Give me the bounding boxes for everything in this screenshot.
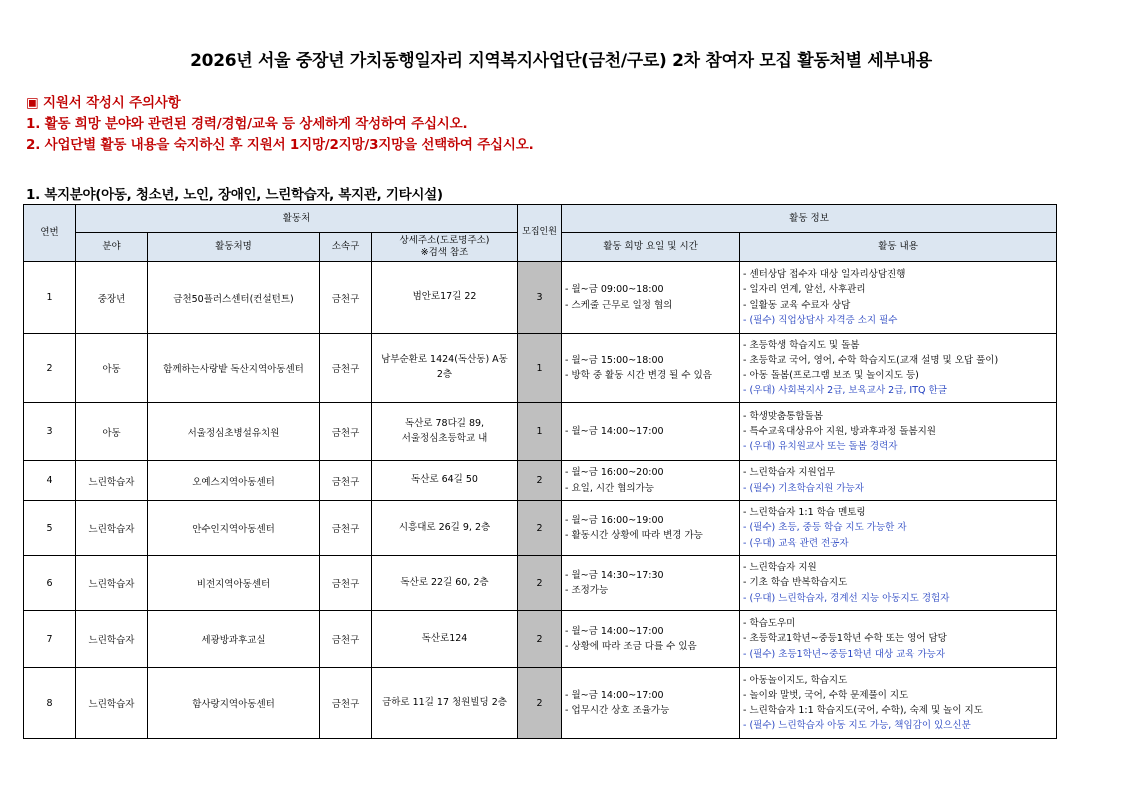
cell-district: 금천구 — [320, 501, 372, 556]
address-line: 시흥대로 26길 9, 2층 — [398, 521, 491, 533]
header-address-line2: ※검색 참조 — [420, 247, 469, 258]
cell-content — [740, 461, 1057, 501]
hours-line: - 방학 중 활동 시간 변경 될 수 있음 — [565, 370, 712, 381]
cell-content — [740, 611, 1057, 668]
cell-hours — [562, 611, 740, 668]
cell-field: 중장년 — [76, 262, 148, 334]
cell-district: 금천구 — [320, 334, 372, 403]
table-row — [24, 461, 1057, 501]
hours-line: - 월~금 15:00~18:00 — [565, 354, 664, 366]
cell-hours — [562, 668, 740, 739]
header-address — [372, 233, 518, 262]
hours-line: - 월~금 14:00~17:00 — [565, 425, 664, 437]
table-row — [24, 262, 1057, 334]
cell-recruit: 1 — [518, 334, 562, 403]
cell-field: 느린학습자 — [76, 501, 148, 556]
content-requirement-line: - (필수) 느린학습자 아동 지도 가능, 책임감이 있으신분 — [743, 720, 971, 732]
content-requirement-line: - (우대) 유치원교사 또는 돌봄 경력자 — [743, 441, 898, 453]
cell-field: 느린학습자 — [76, 668, 148, 739]
header-info-group: 활동 정보 — [562, 205, 1057, 233]
hours-line: - 월~금 16:00~20:00 — [565, 467, 664, 479]
cell-recruit: 1 — [518, 403, 562, 461]
notice-item-2: 2. 사업단별 활동 내용을 숙지하신 후 지원서 1지망/2지망/3지망을 선택하여 주십시오. — [26, 137, 534, 153]
address-line: 금하로 11길 17 청원빌딩 2층 — [382, 696, 507, 708]
cell-name: 세광방과후교실 — [148, 611, 320, 668]
header-field: 분야 — [76, 233, 148, 262]
content-line: - 기초 학습 반복학습지도 — [743, 577, 848, 589]
content-line: - 느린학습자 지원 — [743, 562, 817, 574]
address-line: 남부순환로 1424(독산동) A동 — [381, 354, 508, 366]
cell-district: 금천구 — [320, 403, 372, 461]
address-line: 독산로 22길 60, 2층 — [400, 576, 489, 588]
cell-field: 느린학습자 — [76, 611, 148, 668]
workplace-table — [23, 204, 1057, 739]
header-name: 활동처명 — [148, 233, 320, 262]
cell-content — [740, 556, 1057, 611]
cell-no: 5 — [24, 501, 76, 556]
cell-hours — [562, 556, 740, 611]
table-row — [24, 334, 1057, 403]
address-line: 독산로124 — [421, 632, 468, 644]
cell-address — [372, 611, 518, 668]
notice-heading: ▣ 지원서 작성시 주의사항 — [26, 95, 181, 111]
cell-recruit: 2 — [518, 611, 562, 668]
header-recruit: 모집인원 — [518, 205, 562, 262]
content-requirement-line: - (필수) 초등1학년~중등1학년 대상 교육 가능자 — [743, 648, 946, 660]
notice-item-1: 1. 활동 희망 분야와 관련된 경력/경험/교육 등 상세하게 작성하여 주십시오. — [26, 116, 468, 132]
cell-hours — [562, 334, 740, 403]
cell-address — [372, 501, 518, 556]
content-line: - 일활동 교육 수료자 상담 — [743, 299, 851, 311]
cell-district: 금천구 — [320, 556, 372, 611]
hours-line: - 활동시간 상황에 따라 변경 가능 — [565, 530, 703, 541]
content-line: - 느린학습자 1:1 학습지도(국어, 수학), 숙제 및 놀이 지도 — [743, 705, 983, 716]
address-line: 독산로 78다길 89, — [404, 417, 485, 429]
content-line: - 초등학교 국어, 영어, 수학 학습지도(교재 설명 및 오답 풀이) — [743, 354, 999, 366]
header-hours: 활동 희망 요일 및 시간 — [562, 233, 740, 262]
table-row — [24, 501, 1057, 556]
cell-district: 금천구 — [320, 262, 372, 334]
content-line: - 학생맞춤통합돌봄 — [743, 410, 823, 422]
cell-no: 6 — [24, 556, 76, 611]
cell-address — [372, 334, 518, 403]
hours-line: - 스케줄 근무로 일정 협의 — [565, 299, 673, 311]
content-requirement-line: - (필수) 기초학습지원 가능자 — [743, 482, 864, 494]
hours-line: - 조정가능 — [565, 585, 609, 596]
cell-name: 안수인지역아동센터 — [148, 501, 320, 556]
hours-line: - 요일, 시간 협의가능 — [565, 482, 654, 494]
cell-district: 금천구 — [320, 611, 372, 668]
hours-line: - 상황에 따라 조금 다를 수 있음 — [565, 641, 697, 652]
content-requirement-line: - (우대) 교육 관련 전공자 — [743, 537, 849, 549]
table-row — [24, 556, 1057, 611]
page-title: 2026년 서울 중장년 가치동행일자리 지역복지사업단(금천/구로) 2차 참여자 모집 활동처별 세부내용 — [190, 51, 932, 71]
cell-hours — [562, 262, 740, 334]
cell-content — [740, 668, 1057, 739]
address-line: 2층 — [436, 369, 453, 380]
hours-line: - 월~금 16:00~19:00 — [565, 514, 664, 526]
cell-content — [740, 501, 1057, 556]
content-requirement-line: - (필수) 직업상담사 자격증 소지 필수 — [743, 314, 898, 326]
cell-address — [372, 461, 518, 501]
cell-name: 서울정심초병설유치원 — [148, 403, 320, 461]
cell-name: 금천50플러스센터(컨설턴트) — [148, 262, 320, 334]
cell-address — [372, 262, 518, 334]
content-requirement-line: - (필수) 초등, 중등 학습 지도 가능한 자 — [743, 522, 907, 534]
table-row — [24, 403, 1057, 461]
hours-line: - 월~금 14:00~17:00 — [565, 689, 664, 701]
cell-content — [740, 403, 1057, 461]
header-address-line1: 상세주소(도로명주소) — [399, 235, 490, 247]
cell-no: 1 — [24, 262, 76, 334]
content-requirement-line: - (우대) 느린학습자, 경계선 지능 아동지도 경험자 — [743, 592, 950, 604]
header-content: 활동 내용 — [740, 233, 1057, 262]
content-line: - 일자리 연계, 알선, 사후관리 — [743, 284, 866, 296]
address-line: 범안로17길 22 — [412, 291, 477, 303]
section-title: 1. 복지분야(아동, 청소년, 노인, 장애인, 느린학습자, 복지관, 기타시설) — [26, 187, 443, 203]
content-line: - 학습도우미 — [743, 618, 796, 630]
content-line: - 센터상담 접수자 대상 일자리상담진행 — [743, 269, 906, 281]
cell-hours — [562, 403, 740, 461]
cell-recruit: 3 — [518, 262, 562, 334]
cell-field: 아동 — [76, 403, 148, 461]
content-line: - 아동놀이지도, 학습지도 — [743, 674, 848, 686]
cell-recruit: 2 — [518, 668, 562, 739]
hours-line: - 월~금 14:00~17:00 — [565, 625, 664, 637]
content-line: - 특수교육대상유아 지원, 방과후과정 돌봄지원 — [743, 425, 936, 437]
header-district: 소속구 — [320, 233, 372, 262]
cell-no: 4 — [24, 461, 76, 501]
cell-field: 느린학습자 — [76, 556, 148, 611]
header-workplace-group: 활동처 — [76, 205, 518, 233]
cell-recruit: 2 — [518, 556, 562, 611]
cell-no: 8 — [24, 668, 76, 739]
cell-name: 비전지역아동센터 — [148, 556, 320, 611]
header-no: 연번 — [24, 205, 76, 262]
content-line: - 놀이와 말벗, 국어, 수학 문제풀이 지도 — [743, 689, 909, 701]
address-line: 독산로 64길 50 — [411, 474, 478, 486]
cell-district: 금천구 — [320, 461, 372, 501]
cell-hours — [562, 461, 740, 501]
content-line: - 아동 돌봄(프로그램 보조 및 놀이지도 등) — [743, 370, 919, 381]
content-requirement-line: - (우대) 사회복지사 2급, 보육교사 2급, ITQ 한글 — [743, 385, 947, 397]
cell-content — [740, 334, 1057, 403]
content-line: - 느린학습자 1:1 학습 멘토링 — [743, 507, 866, 519]
cell-hours — [562, 501, 740, 556]
cell-field: 아동 — [76, 334, 148, 403]
cell-name: 함께하는사랑밭 독산지역아동센터 — [148, 334, 320, 403]
content-line: - 느린학습자 지원업무 — [743, 467, 836, 479]
cell-name: 오예스지역아동센터 — [148, 461, 320, 501]
hours-line: - 월~금 09:00~18:00 — [565, 284, 664, 296]
cell-no: 3 — [24, 403, 76, 461]
content-line: - 초등학교1학년~중등1학년 수학 또는 영어 담당 — [743, 633, 947, 645]
cell-name: 함사랑지역아동센터 — [148, 668, 320, 739]
cell-address — [372, 668, 518, 739]
table-row — [24, 611, 1057, 668]
address-line: 서울정심초등학교 내 — [401, 432, 488, 444]
cell-no: 7 — [24, 611, 76, 668]
cell-district: 금천구 — [320, 668, 372, 739]
cell-address — [372, 403, 518, 461]
content-line: - 초등학생 학습지도 및 돌봄 — [743, 339, 860, 351]
hours-line: - 업무시간 상호 조율가능 — [565, 705, 670, 716]
cell-recruit: 2 — [518, 461, 562, 501]
cell-content — [740, 262, 1057, 334]
cell-recruit: 2 — [518, 501, 562, 556]
cell-address — [372, 556, 518, 611]
cell-no: 2 — [24, 334, 76, 403]
cell-field: 느린학습자 — [76, 461, 148, 501]
hours-line: - 월~금 14:30~17:30 — [565, 569, 664, 581]
table-row — [24, 668, 1057, 739]
